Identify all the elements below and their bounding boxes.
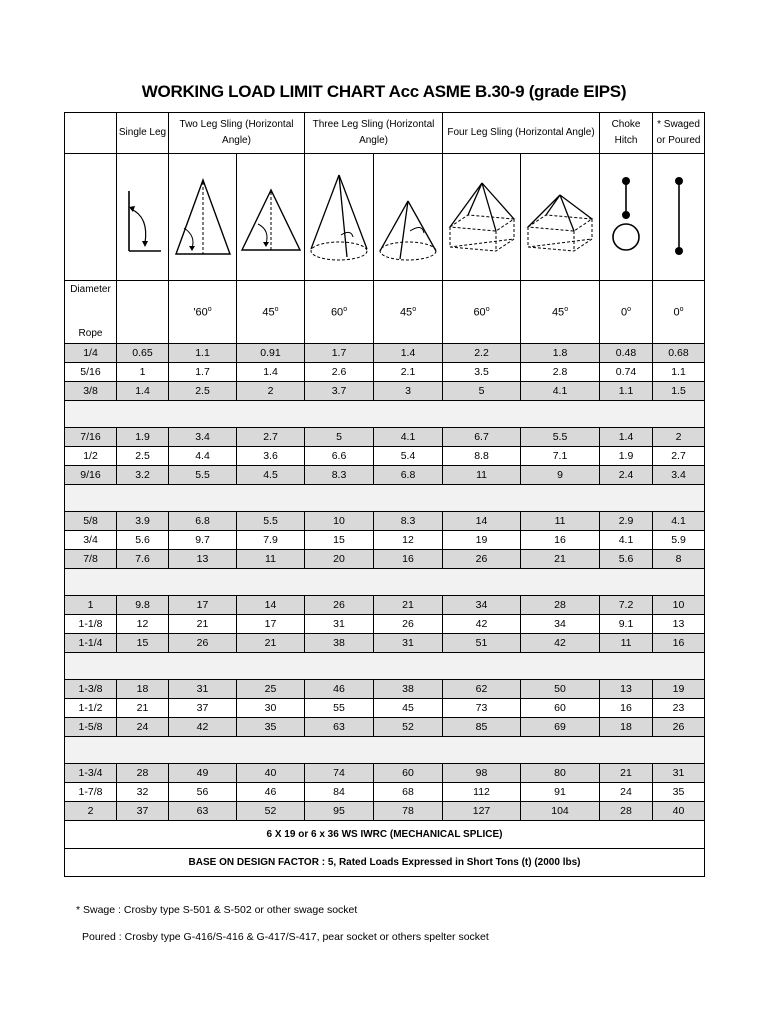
load-cell: 2.5 bbox=[169, 382, 237, 401]
diameter-cell: 2 bbox=[65, 802, 117, 821]
load-cell: 13 bbox=[653, 615, 705, 634]
table-row bbox=[65, 550, 705, 569]
load-cell: 6.6 bbox=[305, 447, 374, 466]
poured-note: Poured : Crosby type G-416/S-416 & G-417/S-417, pear socket or others spelter socket bbox=[82, 931, 489, 943]
header-swaged-poured: * Swaged or Poured bbox=[653, 113, 705, 154]
load-cell: 34 bbox=[443, 596, 521, 615]
load-cell: 2.7 bbox=[653, 447, 705, 466]
load-cell: 0.74 bbox=[600, 363, 653, 382]
load-cell: 52 bbox=[237, 802, 305, 821]
load-cell: 32 bbox=[117, 783, 169, 802]
load-cell: 8.8 bbox=[443, 447, 521, 466]
diameter-cell: 5/8 bbox=[65, 512, 117, 531]
rope-label: Rope bbox=[78, 328, 103, 339]
degree-mark: o bbox=[485, 305, 490, 313]
load-cell: 80 bbox=[521, 764, 600, 783]
diameter-cell: 1/2 bbox=[65, 447, 117, 466]
load-cell: 5.6 bbox=[600, 550, 653, 569]
load-cell: 16 bbox=[374, 550, 443, 569]
load-cell: 17 bbox=[169, 596, 237, 615]
load-cell: 42 bbox=[169, 718, 237, 737]
diameter-cell: 7/16 bbox=[65, 428, 117, 447]
load-cell: 1.5 bbox=[653, 382, 705, 401]
angle-cell bbox=[169, 281, 237, 344]
load-cell: 42 bbox=[443, 615, 521, 634]
load-cell: 38 bbox=[305, 634, 374, 653]
swage-note: * Swage : Crosby type S-501 & S-502 or other swage socket bbox=[76, 904, 358, 916]
load-cell: 2.2 bbox=[443, 344, 521, 363]
load-cell: 46 bbox=[237, 783, 305, 802]
load-cell: 3.5 bbox=[443, 363, 521, 382]
load-cell: 28 bbox=[600, 802, 653, 821]
header-blank bbox=[65, 113, 117, 154]
load-cell: 11 bbox=[600, 634, 653, 653]
load-cell: 0.68 bbox=[653, 344, 705, 363]
load-cell: 1.7 bbox=[305, 344, 374, 363]
load-cell: 19 bbox=[443, 531, 521, 550]
angle-value: 60 bbox=[473, 306, 486, 319]
table-row bbox=[65, 699, 705, 718]
chart-title: WORKING LOAD LIMIT CHART Acc ASME B.30-9 (grade EIPS) bbox=[141, 82, 627, 101]
load-cell: 13 bbox=[169, 550, 237, 569]
diagram-blank bbox=[65, 154, 117, 281]
load-cell: 5 bbox=[305, 428, 374, 447]
load-cell: 24 bbox=[600, 783, 653, 802]
angle-cell bbox=[237, 281, 305, 344]
load-cell: 26 bbox=[653, 718, 705, 737]
header-row bbox=[65, 113, 705, 154]
load-cell: 68 bbox=[374, 783, 443, 802]
load-cell: 34 bbox=[521, 615, 600, 634]
angle-blank bbox=[117, 281, 169, 344]
table-row bbox=[65, 802, 705, 821]
load-cell: 21 bbox=[237, 634, 305, 653]
load-cell: 11 bbox=[443, 466, 521, 485]
load-cell: 6.7 bbox=[443, 428, 521, 447]
two-leg-60-diagram bbox=[169, 154, 237, 281]
load-cell: 9.7 bbox=[169, 531, 237, 550]
angle-value: 0 bbox=[621, 306, 628, 319]
load-cell: 2.7 bbox=[237, 428, 305, 447]
notes bbox=[76, 897, 489, 951]
load-cell: 63 bbox=[169, 802, 237, 821]
load-cell: 73 bbox=[443, 699, 521, 718]
load-cell: 3 bbox=[374, 382, 443, 401]
footer-cable-spec-row bbox=[65, 821, 705, 849]
load-cell: 2.9 bbox=[600, 512, 653, 531]
table-row bbox=[65, 363, 705, 382]
load-cell: 5.5 bbox=[169, 466, 237, 485]
three-leg-45-diagram bbox=[374, 154, 443, 281]
load-cell: 1.7 bbox=[169, 363, 237, 382]
load-cell: 1.4 bbox=[117, 382, 169, 401]
load-cell: 31 bbox=[169, 680, 237, 699]
load-cell: 2.4 bbox=[600, 466, 653, 485]
angle-value: 60 bbox=[330, 306, 344, 319]
load-cell: 18 bbox=[600, 718, 653, 737]
table-row bbox=[65, 596, 705, 615]
spacer-row bbox=[65, 485, 705, 512]
load-cell: 28 bbox=[521, 596, 600, 615]
table-row bbox=[65, 428, 705, 447]
load-cell: 1.9 bbox=[600, 447, 653, 466]
load-cell: 1.4 bbox=[237, 363, 305, 382]
load-cell: 26 bbox=[443, 550, 521, 569]
load-cell: 52 bbox=[374, 718, 443, 737]
spacer-cell bbox=[65, 653, 705, 680]
diameter-cell: 1-1/4 bbox=[65, 634, 117, 653]
load-cell: 2.5 bbox=[117, 447, 169, 466]
load-cell: 9.8 bbox=[117, 596, 169, 615]
table-row bbox=[65, 531, 705, 550]
single-leg-diagram bbox=[117, 154, 169, 281]
header-choke-hitch: Choke Hitch bbox=[600, 113, 653, 154]
degree-mark: o bbox=[679, 305, 684, 313]
load-cell: 95 bbox=[305, 802, 374, 821]
table-row bbox=[65, 680, 705, 699]
load-cell: 6.8 bbox=[374, 466, 443, 485]
diameter-cell: 1 bbox=[65, 596, 117, 615]
load-cell: 1.4 bbox=[374, 344, 443, 363]
diameter-cell: 1-1/2 bbox=[65, 699, 117, 718]
load-cell: 37 bbox=[117, 802, 169, 821]
load-cell: 127 bbox=[443, 802, 521, 821]
diameter-cell: 3/8 bbox=[65, 382, 117, 401]
load-cell: 55 bbox=[305, 699, 374, 718]
load-cell: 9.1 bbox=[600, 615, 653, 634]
load-cell: 60 bbox=[374, 764, 443, 783]
load-cell: 30 bbox=[237, 699, 305, 718]
load-cell: 85 bbox=[443, 718, 521, 737]
load-cell: 5 bbox=[443, 382, 521, 401]
four-leg-60-diagram bbox=[443, 154, 521, 281]
load-cell: 1.8 bbox=[521, 344, 600, 363]
load-cell: 26 bbox=[374, 615, 443, 634]
angle-row bbox=[65, 281, 705, 344]
load-cell: 49 bbox=[169, 764, 237, 783]
load-cell: 0.48 bbox=[600, 344, 653, 363]
load-cell: 2 bbox=[237, 382, 305, 401]
load-cell: 46 bbox=[305, 680, 374, 699]
table-row bbox=[65, 634, 705, 653]
diameter-cell: 3/4 bbox=[65, 531, 117, 550]
diameter-cell: 1-7/8 bbox=[65, 783, 117, 802]
load-cell: 31 bbox=[374, 634, 443, 653]
load-cell: 6.8 bbox=[169, 512, 237, 531]
load-cell: 3.4 bbox=[653, 466, 705, 485]
load-cell: 45 bbox=[374, 699, 443, 718]
load-cell: 38 bbox=[374, 680, 443, 699]
diameter-cell: 9/16 bbox=[65, 466, 117, 485]
load-cell: 2 bbox=[653, 428, 705, 447]
diameter-cell: 7/8 bbox=[65, 550, 117, 569]
load-cell: 74 bbox=[305, 764, 374, 783]
diameter-cell: 1-3/8 bbox=[65, 680, 117, 699]
load-cell: 9 bbox=[521, 466, 600, 485]
load-cell: 2.6 bbox=[305, 363, 374, 382]
diameter-cell: 1-1/8 bbox=[65, 615, 117, 634]
load-cell: 3.4 bbox=[169, 428, 237, 447]
degree-mark: o bbox=[343, 305, 348, 313]
load-cell: 7.2 bbox=[600, 596, 653, 615]
diagram-row bbox=[65, 154, 705, 281]
load-cell: 63 bbox=[305, 718, 374, 737]
angle-cell bbox=[443, 281, 521, 344]
load-cell: 20 bbox=[305, 550, 374, 569]
table-row bbox=[65, 764, 705, 783]
footer-cable-spec: 6 X 19 or 6 x 36 WS IWRC (MECHANICAL SPLICE) bbox=[65, 821, 705, 849]
load-cell: 84 bbox=[305, 783, 374, 802]
load-cell: 35 bbox=[653, 783, 705, 802]
load-cell: 10 bbox=[305, 512, 374, 531]
load-cell: 1.1 bbox=[169, 344, 237, 363]
load-cell: 37 bbox=[169, 699, 237, 718]
degree-mark: o bbox=[274, 305, 279, 313]
load-cell: 14 bbox=[443, 512, 521, 531]
spacer-row bbox=[65, 401, 705, 428]
load-cell: 35 bbox=[237, 718, 305, 737]
header-four-leg: Four Leg Sling (Horizontal Angle) bbox=[443, 113, 600, 154]
load-cell: 3.7 bbox=[305, 382, 374, 401]
load-cell: 7.6 bbox=[117, 550, 169, 569]
table-row bbox=[65, 466, 705, 485]
header-two-leg: Two Leg Sling (Horizontal Angle) bbox=[169, 113, 305, 154]
load-cell: 62 bbox=[443, 680, 521, 699]
load-cell: 50 bbox=[521, 680, 600, 699]
load-cell: 7.9 bbox=[237, 531, 305, 550]
load-cell: 5.9 bbox=[653, 531, 705, 550]
table-row bbox=[65, 344, 705, 363]
load-cell: 31 bbox=[653, 764, 705, 783]
choke-hitch-diagram bbox=[600, 154, 653, 281]
spacer-cell bbox=[65, 569, 705, 596]
load-cell: 5.4 bbox=[374, 447, 443, 466]
spacer-row bbox=[65, 653, 705, 680]
header-single-leg: Single Leg bbox=[117, 113, 169, 154]
load-cell: 0.91 bbox=[237, 344, 305, 363]
diameter-label: Diameter bbox=[70, 284, 111, 295]
load-cell: 3.9 bbox=[117, 512, 169, 531]
load-cell: 28 bbox=[117, 764, 169, 783]
load-cell: 3.2 bbox=[117, 466, 169, 485]
table-row bbox=[65, 512, 705, 531]
four-leg-45-diagram bbox=[521, 154, 600, 281]
angle-cell bbox=[521, 281, 600, 344]
load-cell: 1.1 bbox=[600, 382, 653, 401]
angle-cell bbox=[600, 281, 653, 344]
load-cell: 31 bbox=[305, 615, 374, 634]
load-cell: 1.9 bbox=[117, 428, 169, 447]
load-cell: 8 bbox=[653, 550, 705, 569]
load-cell: 5.6 bbox=[117, 531, 169, 550]
load-cell: 2.8 bbox=[521, 363, 600, 382]
spacer-row bbox=[65, 569, 705, 596]
load-cell: 12 bbox=[374, 531, 443, 550]
spacer-cell bbox=[65, 485, 705, 512]
load-cell: 78 bbox=[374, 802, 443, 821]
load-cell: 21 bbox=[521, 550, 600, 569]
load-cell: 98 bbox=[443, 764, 521, 783]
load-cell: 23 bbox=[653, 699, 705, 718]
diameter-rope-cell bbox=[65, 281, 117, 344]
load-cell: 1.1 bbox=[653, 363, 705, 382]
load-cell: 2.1 bbox=[374, 363, 443, 382]
degree-mark: o bbox=[564, 305, 569, 313]
load-cell: 12 bbox=[117, 615, 169, 634]
degree-mark: o bbox=[207, 305, 212, 313]
load-cell: 91 bbox=[521, 783, 600, 802]
load-cell: 60 bbox=[521, 699, 600, 718]
load-cell: 4.1 bbox=[600, 531, 653, 550]
load-cell: 3.6 bbox=[237, 447, 305, 466]
load-cell: 21 bbox=[374, 596, 443, 615]
load-cell: 10 bbox=[653, 596, 705, 615]
load-cell: 1.4 bbox=[600, 428, 653, 447]
load-cell: 11 bbox=[237, 550, 305, 569]
load-cell: 4.1 bbox=[374, 428, 443, 447]
load-cell: 24 bbox=[117, 718, 169, 737]
angle-cell bbox=[374, 281, 443, 344]
load-cell: 19 bbox=[653, 680, 705, 699]
angle-value: 45 bbox=[262, 306, 275, 319]
angle-value: '60 bbox=[193, 306, 208, 319]
load-cell: 42 bbox=[521, 634, 600, 653]
load-cell: 16 bbox=[521, 531, 600, 550]
load-cell: 51 bbox=[443, 634, 521, 653]
table-row bbox=[65, 382, 705, 401]
load-cell: 69 bbox=[521, 718, 600, 737]
load-cell: 4.1 bbox=[521, 382, 600, 401]
load-cell: 17 bbox=[237, 615, 305, 634]
load-cell: 21 bbox=[169, 615, 237, 634]
load-cell: 13 bbox=[600, 680, 653, 699]
spacer-cell bbox=[65, 401, 705, 428]
diameter-cell: 5/16 bbox=[65, 363, 117, 382]
load-cell: 11 bbox=[521, 512, 600, 531]
load-cell: 104 bbox=[521, 802, 600, 821]
load-cell: 14 bbox=[237, 596, 305, 615]
spacer-row bbox=[65, 737, 705, 764]
load-cell: 8.3 bbox=[374, 512, 443, 531]
load-cell: 40 bbox=[237, 764, 305, 783]
degree-mark: o bbox=[412, 305, 417, 313]
table-row bbox=[65, 783, 705, 802]
load-cell: 26 bbox=[305, 596, 374, 615]
load-cell: 4.5 bbox=[237, 466, 305, 485]
load-cell: 25 bbox=[237, 680, 305, 699]
diameter-cell: 1/4 bbox=[65, 344, 117, 363]
two-leg-45-diagram bbox=[237, 154, 305, 281]
load-cell: 56 bbox=[169, 783, 237, 802]
load-cell: 15 bbox=[305, 531, 374, 550]
load-cell: 0.65 bbox=[117, 344, 169, 363]
load-cell: 5.5 bbox=[237, 512, 305, 531]
angle-value: 0 bbox=[673, 306, 680, 319]
load-cell: 16 bbox=[653, 634, 705, 653]
load-cell: 4.1 bbox=[653, 512, 705, 531]
diameter-cell: 1-3/4 bbox=[65, 764, 117, 783]
load-cell: 4.4 bbox=[169, 447, 237, 466]
load-cell: 40 bbox=[653, 802, 705, 821]
load-cell: 26 bbox=[169, 634, 237, 653]
load-cell: 8.3 bbox=[305, 466, 374, 485]
table-row bbox=[65, 447, 705, 466]
spacer-cell bbox=[65, 737, 705, 764]
angle-value: 45 bbox=[551, 306, 565, 319]
table-row bbox=[65, 718, 705, 737]
table-row bbox=[65, 615, 705, 634]
load-cell: 16 bbox=[600, 699, 653, 718]
footer-design-factor: BASE ON DESIGN FACTOR : 5, Rated Loads Expressed in Short Tons (t) (2000 lbs) bbox=[65, 849, 705, 877]
angle-cell bbox=[305, 281, 374, 344]
load-cell: 1 bbox=[117, 363, 169, 382]
load-cell: 112 bbox=[443, 783, 521, 802]
load-cell: 21 bbox=[600, 764, 653, 783]
angle-value: 45 bbox=[399, 306, 413, 319]
footer-design-factor-row bbox=[65, 849, 705, 877]
working-load-limit-table bbox=[64, 112, 705, 877]
load-cell: 5.5 bbox=[521, 428, 600, 447]
swaged-poured-diagram bbox=[653, 154, 705, 281]
header-three-leg: Three Leg Sling (Horizontal Angle) bbox=[305, 113, 443, 154]
angle-cell bbox=[653, 281, 705, 344]
load-cell: 15 bbox=[117, 634, 169, 653]
degree-mark: o bbox=[627, 305, 632, 313]
three-leg-60-diagram bbox=[305, 154, 374, 281]
diameter-cell: 1-5/8 bbox=[65, 718, 117, 737]
load-cell: 18 bbox=[117, 680, 169, 699]
load-cell: 21 bbox=[117, 699, 169, 718]
load-cell: 7.1 bbox=[521, 447, 600, 466]
